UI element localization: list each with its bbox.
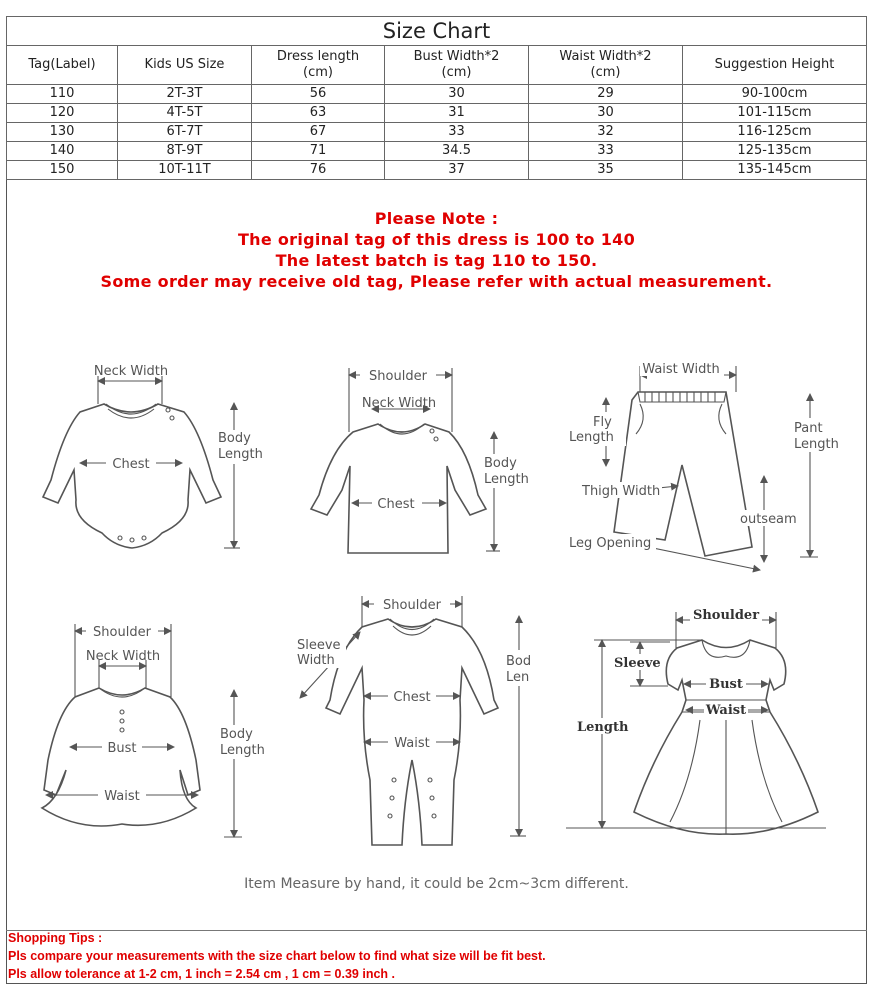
romper-snap-icon — [430, 796, 434, 800]
shirt-diagram — [311, 366, 534, 553]
cell-dress-length: 63 — [252, 104, 385, 123]
cell-height: 135-145cm — [683, 161, 867, 180]
bodysuit-neck-label: Neck Width — [93, 364, 169, 379]
shirt-shoulder-label: Shoulder — [369, 369, 427, 384]
cell-height: 90-100cm — [683, 85, 867, 104]
cell-us-size: 6T-7T — [118, 123, 252, 142]
tips-divider — [6, 930, 867, 931]
dress-b-bust-label: Bust — [709, 677, 743, 692]
pants-waistband — [638, 392, 726, 402]
bodysuit-diagram — [43, 364, 266, 548]
cell-tag: 130 — [7, 123, 118, 142]
cell-us-size: 2T-3T — [118, 85, 252, 104]
shirt-outline — [311, 424, 486, 553]
pants-waist-label: Waist Width — [642, 362, 720, 377]
cell-bust: 31 — [385, 104, 529, 123]
bodysuit-length-label: Body — [218, 431, 251, 446]
cell-dress-length: 56 — [252, 85, 385, 104]
romper-snap-icon — [388, 814, 392, 818]
dress-b-waist-label: Waist — [705, 703, 747, 718]
cell-us-size: 4T-5T — [118, 104, 252, 123]
dress-b-skirt-folds — [670, 720, 782, 834]
bodysuit-collar — [106, 404, 156, 418]
note-line: Some order may receive old tag, Please refer with actual measurement. — [100, 272, 773, 291]
cell-height: 101-115cm — [683, 104, 867, 123]
cell-tag: 110 — [7, 85, 118, 104]
cell-dress-length: 76 — [252, 161, 385, 180]
measure-caption: Item Measure by hand, it could be 2cm~3cm different. — [244, 876, 629, 892]
dress-a-waist-label: Waist — [104, 789, 140, 804]
pants-ribbing — [645, 392, 715, 402]
dress-a-length-label: Body — [220, 727, 253, 742]
header-text: Tag(Label) — [28, 57, 96, 72]
shirt-chest-label: Chest — [377, 497, 415, 512]
pants-outseam-label: outseam — [740, 512, 797, 527]
cell-us-size: 8T-9T — [118, 142, 252, 161]
shirt-length-label: Length — [484, 472, 529, 487]
pants-thigh-label: Thigh Width — [582, 484, 661, 499]
bodysuit-length-label: Length — [218, 447, 263, 462]
shopping-tip-line: Pls allow tolerance at 1-2 cm, 1 inch = 2.54 cm , 1 cm = 0.39 inch . — [8, 967, 395, 981]
header-text: Dress length — [276, 49, 360, 64]
romper-snap-icon — [428, 778, 432, 782]
cell-bust: 34.5 — [385, 142, 529, 161]
header-unit: (cm) — [303, 65, 333, 80]
pants-fly-label: Fly — [593, 415, 612, 430]
cell-bust: 37 — [385, 161, 529, 180]
dress-b-length-label: Length — [577, 720, 629, 735]
romper-snap-icon — [390, 796, 394, 800]
dress-a-button-icon — [120, 710, 124, 714]
pants-leg-label: Leg Opening — [569, 536, 652, 551]
pants-diagram — [566, 362, 840, 570]
bodysuit-snap-icon — [118, 536, 122, 540]
cell-height: 116-125cm — [683, 123, 867, 142]
romper-waist-label: Waist — [394, 736, 430, 751]
dress-a-neck-label: Neck Width — [85, 649, 161, 664]
dress-a-diagram — [42, 623, 268, 837]
bodysuit-snap-icon — [166, 408, 170, 412]
dress-a-button-icon — [120, 719, 124, 723]
shirt-neck-label: Neck Width — [361, 396, 437, 411]
pants-fly-label: Length — [569, 430, 614, 445]
header-text: Bust Width*2 — [413, 49, 500, 64]
dress-a-button-icon — [120, 728, 124, 732]
cell-dress-length: 67 — [252, 123, 385, 142]
pants-pocket — [636, 404, 726, 434]
cell-height: 125-135cm — [683, 142, 867, 161]
romper-length-label: Bod — [506, 654, 532, 669]
dress-b-diagram — [566, 606, 826, 834]
note-line: The latest batch is tag 110 to 150. — [275, 251, 598, 270]
dress-a-shoulder-label: Shoulder — [93, 625, 151, 640]
pants-length-label: Length — [794, 437, 839, 452]
note-line: The original tag of this dress is 100 to 140 — [237, 230, 636, 249]
dress-b-collar — [702, 640, 750, 657]
cell-tag: 140 — [7, 142, 118, 161]
cell-bust: 33 — [385, 123, 529, 142]
dress-a-bust-label: Bust — [107, 741, 137, 756]
pants-length-label: Pant — [794, 421, 823, 436]
header-text: Suggestion Height — [714, 57, 835, 72]
dress-b-sleeve-label: Sleeve — [614, 656, 661, 671]
romper-shoulder-label: Shoulder — [383, 598, 441, 613]
cell-waist: 32 — [529, 123, 683, 142]
cell-waist: 30 — [529, 104, 683, 123]
dress-a-outline — [42, 688, 200, 826]
header-unit: (cm) — [590, 65, 621, 80]
bodysuit-snap-icon — [170, 416, 174, 420]
shirt-length-label: Body — [484, 456, 517, 471]
header-text: Waist Width*2 — [559, 49, 652, 64]
pants-outline — [614, 392, 752, 556]
cell-bust: 30 — [385, 85, 529, 104]
bodysuit-snap-icon — [130, 538, 134, 542]
romper-chest-label: Chest — [393, 690, 431, 705]
shopping-tip-line: Pls compare your measurements with the size chart below to find what size will be fit best. — [8, 949, 546, 963]
romper-diagram — [294, 596, 534, 845]
bodysuit-snap-icon — [142, 536, 146, 540]
shirt-button-icon — [434, 437, 438, 441]
bodysuit-outline — [43, 404, 221, 548]
cell-waist: 35 — [529, 161, 683, 180]
romper-snap-icon — [432, 814, 436, 818]
romper-outline — [326, 619, 498, 845]
cell-tag: 120 — [7, 104, 118, 123]
cell-us-size: 10T-11T — [118, 161, 252, 180]
cell-tag: 150 — [7, 161, 118, 180]
header-unit: (cm) — [441, 65, 472, 80]
cell-dress-length: 71 — [252, 142, 385, 161]
cell-waist: 33 — [529, 142, 683, 161]
cell-waist: 29 — [529, 85, 683, 104]
shopping-tips-heading: Shopping Tips : — [8, 931, 103, 945]
dress-b-shoulder-label: Shoulder — [692, 608, 760, 623]
dress-a-length-label: Length — [220, 743, 265, 758]
header-text: Kids US Size — [144, 57, 225, 72]
shirt-button-icon — [430, 429, 434, 433]
bodysuit-chest-label: Chest — [112, 457, 150, 472]
romper-sleeve-label: Sleeve — [297, 638, 341, 653]
romper-snap-icon — [392, 778, 396, 782]
romper-length-label: Len — [506, 670, 530, 685]
size-chart-title: Size Chart — [7, 17, 867, 46]
romper-sleeve-label: Width — [297, 653, 335, 668]
note-heading: Please Note : — [374, 209, 499, 228]
